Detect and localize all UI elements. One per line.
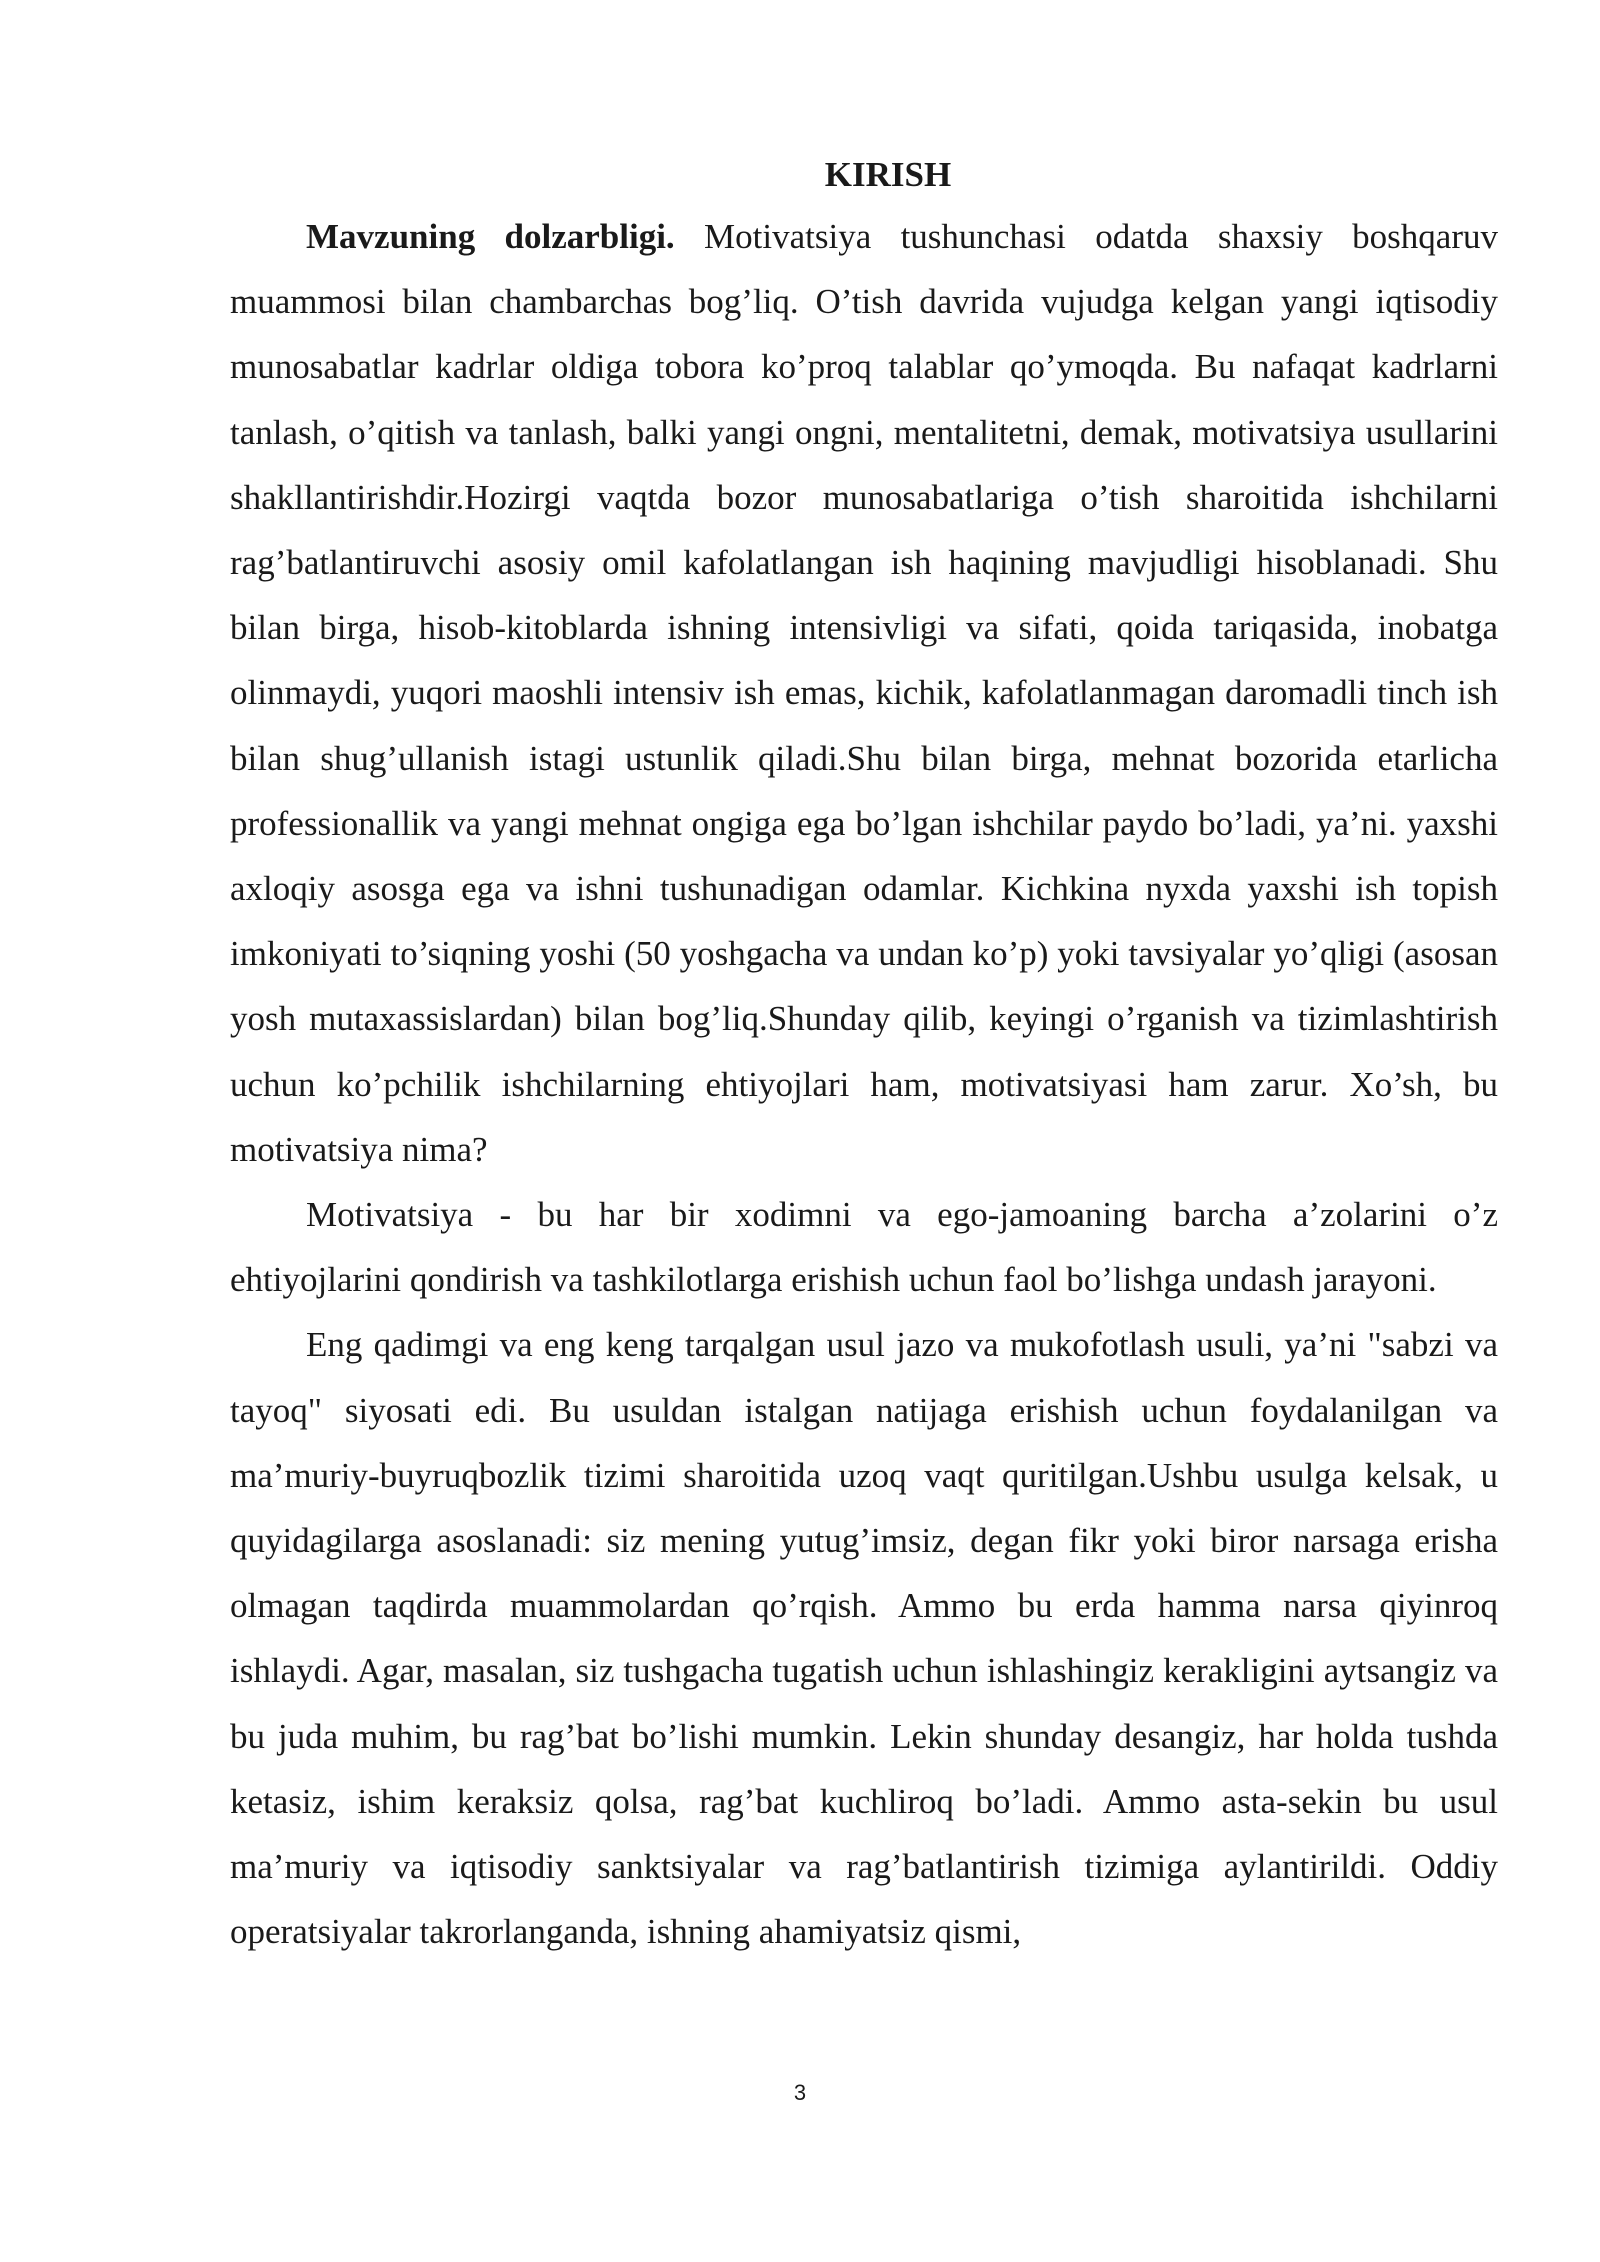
paragraph-method — [230, 1312, 1498, 1964]
paragraph-relevance — [230, 204, 1498, 1182]
page-title: KIRISH — [824, 155, 952, 194]
paragraph-lead: Mavzuning dolzarbligi. — [306, 217, 675, 256]
page-number: 3 — [793, 2080, 807, 2105]
document-body — [230, 150, 1498, 1964]
paragraph-text: Eng qadimgi va eng keng tarqalgan usul jazo va mukofotlash usuli, ya’ni "sabzi va tayoq" siyosati edi. Bu usuldan istalgan natijaga erishish uchun foydalanilgan va ma’muriy-buyruqbozlik tizimi sharoitida uzoq vaqt quritilgan.Ushbu usulga kelsak, u quyidagilarga asoslanadi: siz mening yutug’imsiz, degan fikr yoki biror narsaga erisha olmagan taqdirda muammolardan qo’rqish. Ammo bu erda hamma narsa qiyinroq ishlaydi. Agar, masalan, siz tushgacha tugatish uchun ishlashingiz kerakligini aytsangiz va bu juda muhim, bu rag’bat bo’lishi mumkin. Lekin shunday desangiz, har holda tushda ketasiz, ishim keraksiz qolsa, rag’bat kuchliroq bo’ladi. Ammo asta-sekin bu usul ma’muriy va iqtisodiy sanktsiyalar va rag’batlantirish tizimiga aylantirildi. Oddiy operatsiyalar takrorlanganda, ishning ahamiyatsiz qismi, — [230, 1325, 1498, 1952]
paragraph-text: Motivatsiya tushunchasi odatda shaxsiy boshqaruv muammosi bilan chambarchas bog’liq. O’tish davrida vujudga kelgan yangi iqtisodiy munosabatlar kadrlar oldiga tobora ko’proq talablar qo’ymoqda. Bu nafaqat kadrlarni tanlash, o’qitish va tanlash, balki yangi ongni, mentalitetni, demak, motivatsiya usullarini shakllantirishdir.Hozirgi vaqtda bozor munosabatlariga o’tish sharoitida ishchilarni rag’batlantiruvchi asosiy omil kafolatlangan ish haqining mavjudligi hisoblanadi. Shu bilan birga, hisob-kitoblarda ishning intensivligi va sifati, qoida tariqasida, inobatga olinmaydi, yuqori maoshli intensiv ish emas, kichik, kafolatlanmagan daromadli tinch ish bilan shug’ullanish istagi ustunlik qiladi.Shu bilan birga, mehnat bozorida etarlicha professionallik va yangi mehnat ongiga ega bo’lgan ishchilar paydo bo’ladi, ya’ni. yaxshi axloqiy asosga ega va ishni tushunadigan odamlar. Kichkina nyxda yaxshi ish topish imkoniyati to’siqning yoshi (50 yoshgacha va undan ko’p) yoki tavsiyalar yo’qligi (asosan yosh mutaxassislardan) bilan bog’liq.Shunday qilib, keyingi o’rganish va tizimlashtirish uchun ko’pchilik ishchilarning ehtiyojlari ham, motivatsiyasi ham zarur. Xo’sh, bu motivatsiya nima? — [230, 217, 1498, 1169]
paragraph-definition — [230, 1182, 1498, 1312]
paragraph-text: Motivatsiya - bu har bir xodimni va ego-jamoaning barcha a’zolarini o’z ehtiyojlarini qondirish va tashkilotlarga erishish uchun faol bo’lishga undash jarayoni. — [230, 1195, 1498, 1300]
